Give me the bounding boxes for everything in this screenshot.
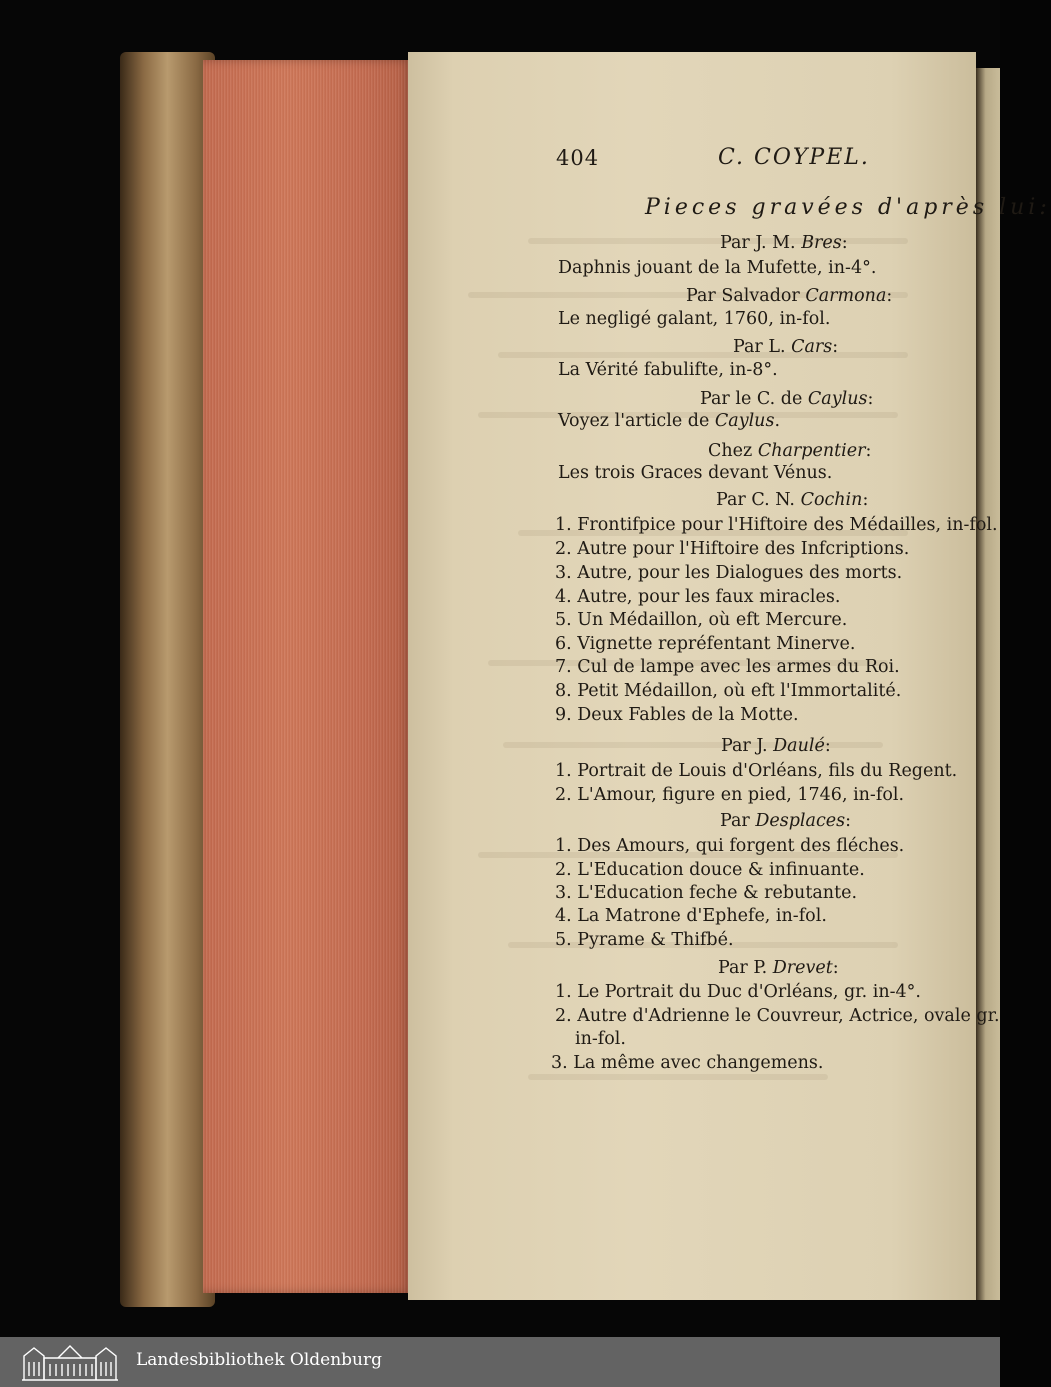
entry-line: Les trois Graces devant Vénus. bbox=[558, 463, 833, 483]
facing-page-edge bbox=[976, 68, 1000, 1300]
entry-line: 7. Cul de lampe avec les armes du Roi. bbox=[555, 657, 900, 677]
red-page-edges bbox=[203, 60, 413, 1293]
page-text bbox=[408, 52, 1051, 1300]
entry-line: in-fol. bbox=[575, 1029, 626, 1049]
engraver-heading-cochin: Par C. N. Cochin: bbox=[716, 490, 869, 510]
entry-line: 4. La Matrone d'Ephefe, in-fol. bbox=[555, 906, 827, 926]
library-footer bbox=[0, 1337, 1000, 1387]
running-title: C. COYPEL. bbox=[718, 145, 870, 170]
entry-line: 3. Autre, pour les Dialogues des morts. bbox=[555, 563, 903, 583]
engraver-heading-cars: Par L. Cars: bbox=[733, 337, 839, 357]
library-name: Landesbibliothek Oldenburg bbox=[136, 1350, 383, 1370]
entry-line: 1. Frontifpice pour l'Hiftoire des Médailles, in-fol. bbox=[555, 515, 998, 535]
entry-line: 3. La même avec changemens. bbox=[551, 1053, 824, 1073]
engraver-heading-caylus: Par le C. de Caylus: bbox=[700, 389, 874, 409]
entry-line: 4. Autre, pour les faux miracles. bbox=[555, 587, 841, 607]
engraver-heading-charpentier: Chez Charpentier: bbox=[708, 441, 872, 461]
library-building-icon bbox=[20, 1342, 120, 1382]
entry-line: 6. Vignette repréfentant Minerve. bbox=[555, 634, 856, 654]
entry-line: 8. Petit Médaillon, où eft l'Immortalité. bbox=[555, 681, 902, 701]
entry-line: 9. Deux Fables de la Motte. bbox=[555, 705, 799, 725]
engraver-heading-carmona: Par Salvador Carmona: bbox=[686, 286, 893, 306]
entry-line: 2. L'Education douce & infinuante. bbox=[555, 860, 865, 880]
book-cover-edge bbox=[120, 52, 215, 1307]
entry-line: Voyez l'article de Caylus. bbox=[558, 411, 781, 431]
entry-line: Le negligé galant, 1760, in-fol. bbox=[558, 309, 831, 329]
entry-line: 3. L'Education feche & rebutante. bbox=[555, 883, 858, 903]
entry-line: 2. Autre d'Adrienne le Couvreur, Actrice, ovale gr. bbox=[555, 1006, 1000, 1026]
entry-line: 2. Autre pour l'Hiftoire des Infcriptions. bbox=[555, 539, 910, 559]
entry-line: 2. L'Amour, figure en pied, 1746, in-fol. bbox=[555, 785, 905, 805]
entry-line: Daphnis jouant de la Mufette, in-4°. bbox=[558, 258, 877, 278]
engraver-heading-daule: Par J. Daulé: bbox=[721, 736, 831, 756]
engraver-heading-bres: Par J. M. Bres: bbox=[720, 233, 848, 253]
page-number: 404 bbox=[556, 146, 600, 170]
book-page bbox=[408, 52, 1051, 1300]
entry-line: 5. Pyrame & Thifbé. bbox=[555, 930, 734, 950]
entry-line: 5. Un Médaillon, où eft Mercure. bbox=[555, 610, 848, 630]
entry-line: La Vérité fabulifte, in-8°. bbox=[558, 360, 778, 380]
section-heading: Pieces gravées d'après lui: bbox=[645, 195, 1051, 220]
engraver-heading-drevet: Par P. Drevet: bbox=[718, 958, 839, 978]
engraver-heading-desplaces: Par Desplaces: bbox=[720, 811, 852, 831]
entry-line: 1. Le Portrait du Duc d'Orléans, gr. in-4°. bbox=[555, 982, 921, 1002]
entry-line: 1. Portrait de Louis d'Orléans, fils du Regent. bbox=[555, 761, 958, 781]
entry-line: 1. Des Amours, qui forgent des fléches. bbox=[555, 836, 905, 856]
